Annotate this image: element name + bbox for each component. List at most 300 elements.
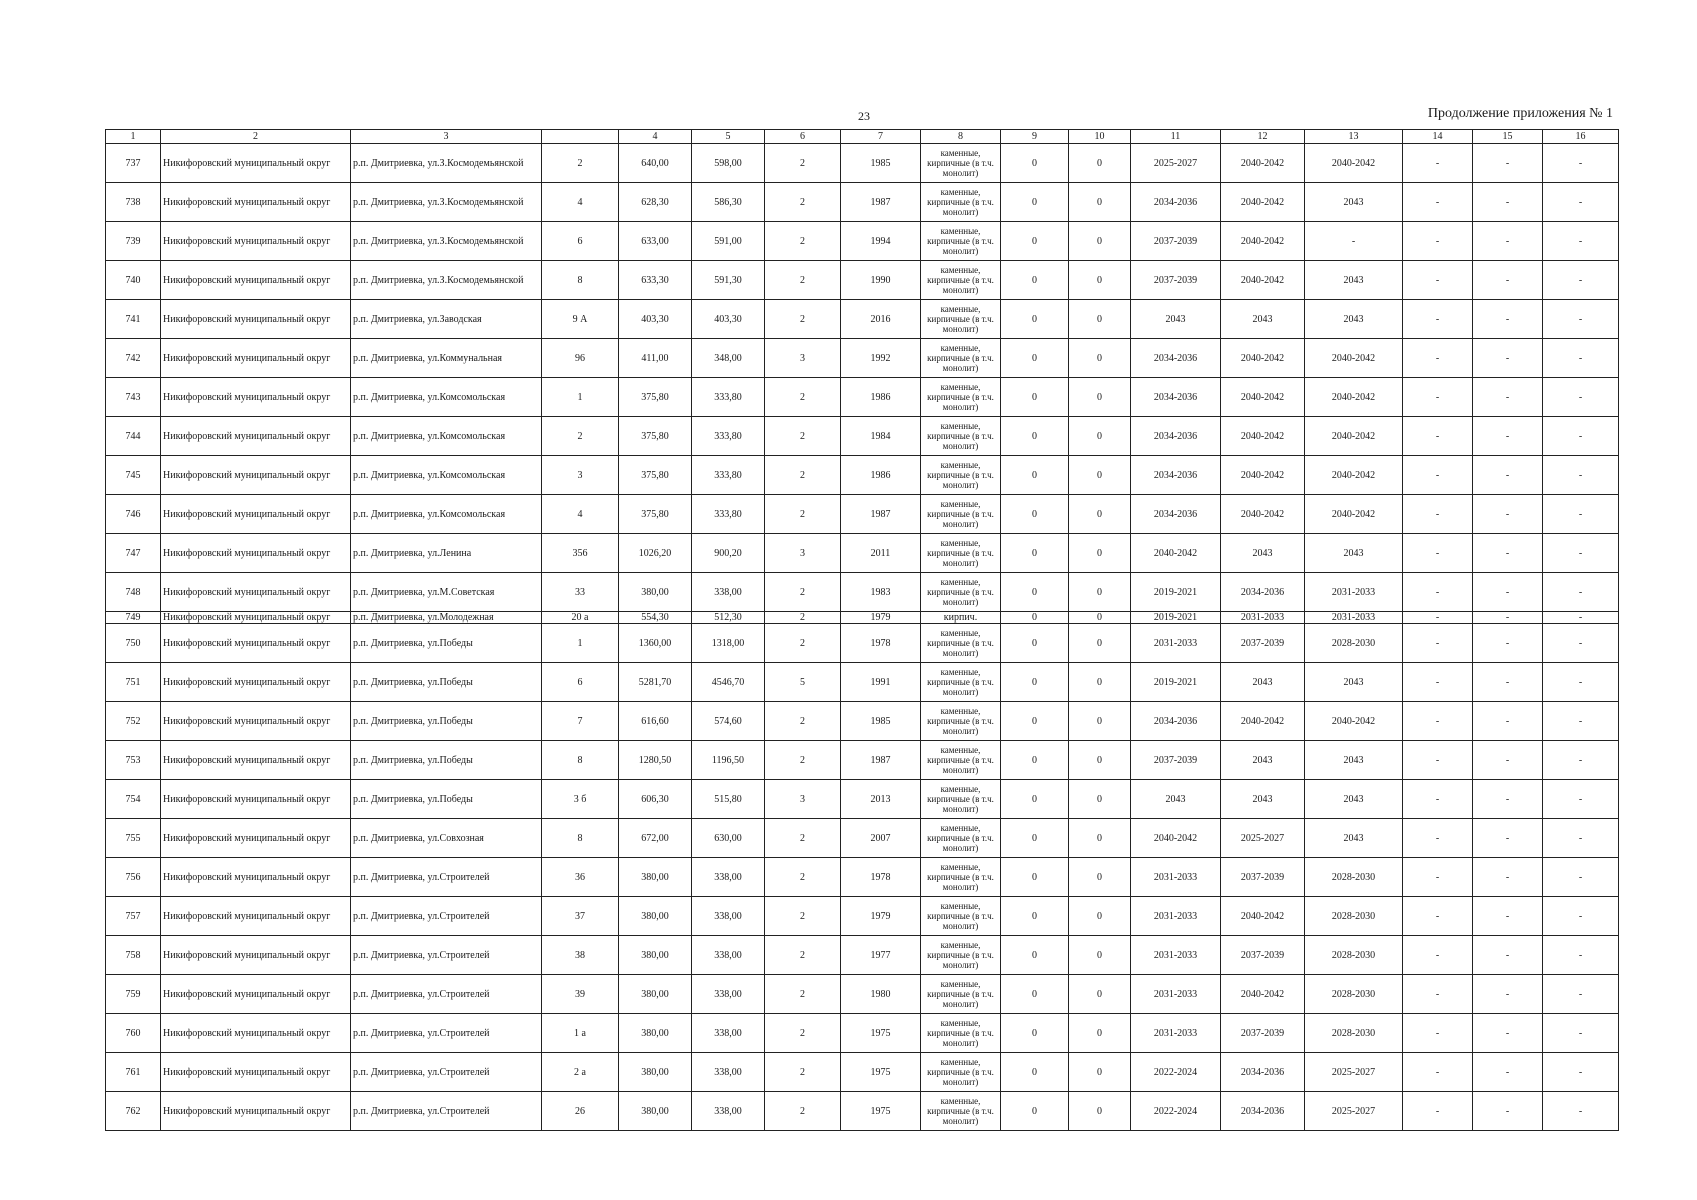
floors-cell: 2 bbox=[765, 456, 841, 495]
period-col11-cell: 2037-2039 bbox=[1131, 261, 1221, 300]
district-cell: Никифоровский муниципальный округ bbox=[161, 573, 351, 612]
col15-cell: - bbox=[1473, 741, 1543, 780]
total-area-cell: 640,00 bbox=[619, 144, 692, 183]
floors-cell: 2 bbox=[765, 495, 841, 534]
total-area-cell: 380,00 bbox=[619, 897, 692, 936]
col16-cell: - bbox=[1543, 1053, 1619, 1092]
col15-cell: - bbox=[1473, 780, 1543, 819]
period-col12-cell: 2037-2039 bbox=[1221, 858, 1305, 897]
col10-cell: 0 bbox=[1069, 897, 1131, 936]
col10-cell: 0 bbox=[1069, 612, 1131, 624]
house-number-cell: 1 bbox=[542, 624, 619, 663]
period-col13-cell: 2040-2042 bbox=[1305, 417, 1403, 456]
total-area-cell: 628,30 bbox=[619, 183, 692, 222]
address-cell: р.п. Дмитриевка, ул.Победы bbox=[351, 702, 542, 741]
col10-cell: 0 bbox=[1069, 495, 1131, 534]
col10-cell: 0 bbox=[1069, 780, 1131, 819]
year-built-cell: 1987 bbox=[841, 495, 921, 534]
column-header: 16 bbox=[1543, 130, 1619, 144]
living-area-cell: 338,00 bbox=[692, 858, 765, 897]
period-col12-cell: 2040-2042 bbox=[1221, 144, 1305, 183]
house-number-cell: 39 bbox=[542, 975, 619, 1014]
period-col11-cell: 2034-2036 bbox=[1131, 339, 1221, 378]
period-col13-cell: 2043 bbox=[1305, 300, 1403, 339]
period-col13-cell: 2040-2042 bbox=[1305, 456, 1403, 495]
col14-cell: - bbox=[1403, 144, 1473, 183]
floors-cell: 2 bbox=[765, 897, 841, 936]
floors-cell: 2 bbox=[765, 612, 841, 624]
wall-material-cell: каменные, кирпичные (в т.ч. монолит) bbox=[921, 819, 1001, 858]
col14-cell: - bbox=[1403, 534, 1473, 573]
year-built-cell: 1979 bbox=[841, 897, 921, 936]
period-col13-cell: 2025-2027 bbox=[1305, 1092, 1403, 1131]
floors-cell: 2 bbox=[765, 936, 841, 975]
wall-material-cell: каменные, кирпичные (в т.ч. монолит) bbox=[921, 495, 1001, 534]
house-number-cell: 36 bbox=[542, 858, 619, 897]
row-number-cell: 739 bbox=[106, 222, 161, 261]
address-cell: р.п. Дмитриевка, ул.Строителей bbox=[351, 897, 542, 936]
period-col11-cell: 2031-2033 bbox=[1131, 624, 1221, 663]
year-built-cell: 1986 bbox=[841, 456, 921, 495]
year-built-cell: 1985 bbox=[841, 702, 921, 741]
col10-cell: 0 bbox=[1069, 858, 1131, 897]
period-col12-cell: 2037-2039 bbox=[1221, 624, 1305, 663]
row-number-cell: 761 bbox=[106, 1053, 161, 1092]
row-number-cell: 743 bbox=[106, 378, 161, 417]
total-area-cell: 375,80 bbox=[619, 456, 692, 495]
period-col13-cell: 2043 bbox=[1305, 183, 1403, 222]
period-col12-cell: 2040-2042 bbox=[1221, 183, 1305, 222]
column-header: 11 bbox=[1131, 130, 1221, 144]
house-number-cell: 6 bbox=[542, 222, 619, 261]
table-row bbox=[106, 222, 1619, 261]
total-area-cell: 1360,00 bbox=[619, 624, 692, 663]
period-col12-cell: 2040-2042 bbox=[1221, 897, 1305, 936]
living-area-cell: 338,00 bbox=[692, 1053, 765, 1092]
period-col12-cell: 2037-2039 bbox=[1221, 936, 1305, 975]
house-number-cell: 2 bbox=[542, 417, 619, 456]
living-area-cell: 574,60 bbox=[692, 702, 765, 741]
floors-cell: 2 bbox=[765, 222, 841, 261]
period-col11-cell: 2034-2036 bbox=[1131, 456, 1221, 495]
floors-cell: 2 bbox=[765, 975, 841, 1014]
row-number-cell: 755 bbox=[106, 819, 161, 858]
year-built-cell: 1978 bbox=[841, 858, 921, 897]
row-number-cell: 744 bbox=[106, 417, 161, 456]
wall-material-cell: каменные, кирпичные (в т.ч. монолит) bbox=[921, 897, 1001, 936]
period-col11-cell: 2034-2036 bbox=[1131, 417, 1221, 456]
table-row bbox=[106, 858, 1619, 897]
col16-cell: - bbox=[1543, 300, 1619, 339]
living-area-cell: 1318,00 bbox=[692, 624, 765, 663]
period-col13-cell: 2043 bbox=[1305, 780, 1403, 819]
wall-material-cell: каменные, кирпичные (в т.ч. монолит) bbox=[921, 378, 1001, 417]
table-row bbox=[106, 261, 1619, 300]
col10-cell: 0 bbox=[1069, 378, 1131, 417]
col15-cell: - bbox=[1473, 897, 1543, 936]
col16-cell: - bbox=[1543, 702, 1619, 741]
year-built-cell: 1975 bbox=[841, 1092, 921, 1131]
col16-cell: - bbox=[1543, 222, 1619, 261]
total-area-cell: 1026,20 bbox=[619, 534, 692, 573]
living-area-cell: 338,00 bbox=[692, 975, 765, 1014]
living-area-cell: 333,80 bbox=[692, 378, 765, 417]
col15-cell: - bbox=[1473, 573, 1543, 612]
district-cell: Никифоровский муниципальный округ bbox=[161, 1014, 351, 1053]
district-cell: Никифоровский муниципальный округ bbox=[161, 858, 351, 897]
floors-cell: 2 bbox=[765, 819, 841, 858]
col16-cell: - bbox=[1543, 858, 1619, 897]
period-col11-cell: 2022-2024 bbox=[1131, 1053, 1221, 1092]
floors-cell: 2 bbox=[765, 261, 841, 300]
year-built-cell: 1975 bbox=[841, 1053, 921, 1092]
address-cell: р.п. Дмитриевка, ул.З.Космодемьянской bbox=[351, 261, 542, 300]
col14-cell: - bbox=[1403, 702, 1473, 741]
wall-material-cell: каменные, кирпичные (в т.ч. монолит) bbox=[921, 780, 1001, 819]
col9-cell: 0 bbox=[1001, 495, 1069, 534]
wall-material-cell: каменные, кирпичные (в т.ч. монолит) bbox=[921, 936, 1001, 975]
col9-cell: 0 bbox=[1001, 417, 1069, 456]
address-cell: р.п. Дмитриевка, ул.Комсомольская bbox=[351, 417, 542, 456]
period-col12-cell: 2034-2036 bbox=[1221, 573, 1305, 612]
col14-cell: - bbox=[1403, 495, 1473, 534]
col15-cell: - bbox=[1473, 663, 1543, 702]
col9-cell: 0 bbox=[1001, 573, 1069, 612]
col9-cell: 0 bbox=[1001, 222, 1069, 261]
col10-cell: 0 bbox=[1069, 702, 1131, 741]
col14-cell: - bbox=[1403, 612, 1473, 624]
period-col12-cell: 2025-2027 bbox=[1221, 819, 1305, 858]
col9-cell: 0 bbox=[1001, 936, 1069, 975]
col14-cell: - bbox=[1403, 222, 1473, 261]
period-col11-cell: 2031-2033 bbox=[1131, 858, 1221, 897]
year-built-cell: 2013 bbox=[841, 780, 921, 819]
house-number-cell: 3 б bbox=[542, 780, 619, 819]
table-row bbox=[106, 741, 1619, 780]
period-col12-cell: 2034-2036 bbox=[1221, 1053, 1305, 1092]
house-number-cell: 356 bbox=[542, 534, 619, 573]
floors-cell: 2 bbox=[765, 417, 841, 456]
period-col11-cell: 2034-2036 bbox=[1131, 378, 1221, 417]
table-row bbox=[106, 495, 1619, 534]
period-col13-cell: - bbox=[1305, 222, 1403, 261]
col9-cell: 0 bbox=[1001, 1053, 1069, 1092]
living-area-cell: 338,00 bbox=[692, 936, 765, 975]
floors-cell: 2 bbox=[765, 573, 841, 612]
house-number-cell: 1 а bbox=[542, 1014, 619, 1053]
col16-cell: - bbox=[1543, 1014, 1619, 1053]
col16-cell: - bbox=[1543, 183, 1619, 222]
period-col11-cell: 2040-2042 bbox=[1131, 534, 1221, 573]
col14-cell: - bbox=[1403, 1053, 1473, 1092]
column-header: 1 bbox=[106, 130, 161, 144]
floors-cell: 3 bbox=[765, 780, 841, 819]
period-col11-cell: 2037-2039 bbox=[1131, 222, 1221, 261]
col15-cell: - bbox=[1473, 975, 1543, 1014]
period-col13-cell: 2043 bbox=[1305, 819, 1403, 858]
period-col12-cell: 2040-2042 bbox=[1221, 975, 1305, 1014]
year-built-cell: 2011 bbox=[841, 534, 921, 573]
floors-cell: 2 bbox=[765, 1014, 841, 1053]
living-area-cell: 333,80 bbox=[692, 456, 765, 495]
period-col13-cell: 2043 bbox=[1305, 261, 1403, 300]
col14-cell: - bbox=[1403, 378, 1473, 417]
wall-material-cell: каменные, кирпичные (в т.ч. монолит) bbox=[921, 183, 1001, 222]
col15-cell: - bbox=[1473, 624, 1543, 663]
address-cell: р.п. Дмитриевка, ул.З.Космодемьянской bbox=[351, 222, 542, 261]
table-row bbox=[106, 456, 1619, 495]
row-number-cell: 741 bbox=[106, 300, 161, 339]
table-row bbox=[106, 819, 1619, 858]
district-cell: Никифоровский муниципальный округ bbox=[161, 495, 351, 534]
period-col11-cell: 2034-2036 bbox=[1131, 702, 1221, 741]
row-number-cell: 757 bbox=[106, 897, 161, 936]
period-col12-cell: 2040-2042 bbox=[1221, 495, 1305, 534]
total-area-cell: 375,80 bbox=[619, 495, 692, 534]
row-number-cell: 749 bbox=[106, 612, 161, 624]
address-cell: р.п. Дмитриевка, ул.Строителей bbox=[351, 975, 542, 1014]
house-number-cell: 7 bbox=[542, 702, 619, 741]
wall-material-cell: каменные, кирпичные (в т.ч. монолит) bbox=[921, 261, 1001, 300]
address-cell: р.п. Дмитриевка, ул.Победы bbox=[351, 741, 542, 780]
col16-cell: - bbox=[1543, 936, 1619, 975]
address-cell: р.п. Дмитриевка, ул.З.Космодемьянской bbox=[351, 183, 542, 222]
address-cell: р.п. Дмитриевка, ул.Строителей bbox=[351, 1053, 542, 1092]
col16-cell: - bbox=[1543, 1092, 1619, 1131]
living-area-cell: 338,00 bbox=[692, 573, 765, 612]
year-built-cell: 2016 bbox=[841, 300, 921, 339]
period-col13-cell: 2040-2042 bbox=[1305, 339, 1403, 378]
period-col13-cell: 2028-2030 bbox=[1305, 936, 1403, 975]
period-col13-cell: 2043 bbox=[1305, 741, 1403, 780]
period-col12-cell: 2031-2033 bbox=[1221, 612, 1305, 624]
col10-cell: 0 bbox=[1069, 741, 1131, 780]
district-cell: Никифоровский муниципальный округ bbox=[161, 612, 351, 624]
col16-cell: - bbox=[1543, 780, 1619, 819]
col14-cell: - bbox=[1403, 780, 1473, 819]
col10-cell: 0 bbox=[1069, 1092, 1131, 1131]
period-col13-cell: 2025-2027 bbox=[1305, 1053, 1403, 1092]
period-col11-cell: 2019-2021 bbox=[1131, 573, 1221, 612]
living-area-cell: 1196,50 bbox=[692, 741, 765, 780]
wall-material-cell: каменные, кирпичные (в т.ч. монолит) bbox=[921, 663, 1001, 702]
house-number-cell: 6 bbox=[542, 663, 619, 702]
year-built-cell: 1978 bbox=[841, 624, 921, 663]
col16-cell: - bbox=[1543, 495, 1619, 534]
wall-material-cell: каменные, кирпичные (в т.ч. монолит) bbox=[921, 300, 1001, 339]
table-row bbox=[106, 780, 1619, 819]
col9-cell: 0 bbox=[1001, 144, 1069, 183]
total-area-cell: 380,00 bbox=[619, 1014, 692, 1053]
period-col11-cell: 2034-2036 bbox=[1131, 183, 1221, 222]
year-built-cell: 2007 bbox=[841, 819, 921, 858]
house-number-cell: 96 bbox=[542, 339, 619, 378]
period-col12-cell: 2043 bbox=[1221, 780, 1305, 819]
housing-table bbox=[105, 129, 1619, 1131]
total-area-cell: 633,30 bbox=[619, 261, 692, 300]
address-cell: р.п. Дмитриевка, ул.Молодежная bbox=[351, 612, 542, 624]
wall-material-cell: каменные, кирпичные (в т.ч. монолит) bbox=[921, 1014, 1001, 1053]
period-col13-cell: 2028-2030 bbox=[1305, 858, 1403, 897]
total-area-cell: 672,00 bbox=[619, 819, 692, 858]
col15-cell: - bbox=[1473, 183, 1543, 222]
col14-cell: - bbox=[1403, 1092, 1473, 1131]
total-area-cell: 380,00 bbox=[619, 1053, 692, 1092]
row-number-cell: 762 bbox=[106, 1092, 161, 1131]
period-col11-cell: 2034-2036 bbox=[1131, 495, 1221, 534]
total-area-cell: 380,00 bbox=[619, 975, 692, 1014]
col14-cell: - bbox=[1403, 936, 1473, 975]
floors-cell: 2 bbox=[765, 378, 841, 417]
period-col11-cell: 2043 bbox=[1131, 780, 1221, 819]
col9-cell: 0 bbox=[1001, 858, 1069, 897]
col15-cell: - bbox=[1473, 378, 1543, 417]
table-row bbox=[106, 975, 1619, 1014]
row-number-cell: 754 bbox=[106, 780, 161, 819]
period-col12-cell: 2040-2042 bbox=[1221, 702, 1305, 741]
column-header: 4 bbox=[619, 130, 692, 144]
total-area-cell: 380,00 bbox=[619, 1092, 692, 1131]
table-row bbox=[106, 534, 1619, 573]
year-built-cell: 1992 bbox=[841, 339, 921, 378]
living-area-cell: 338,00 bbox=[692, 897, 765, 936]
house-number-cell: 2 а bbox=[542, 1053, 619, 1092]
period-col12-cell: 2034-2036 bbox=[1221, 1092, 1305, 1131]
col14-cell: - bbox=[1403, 183, 1473, 222]
floors-cell: 3 bbox=[765, 534, 841, 573]
living-area-cell: 630,00 bbox=[692, 819, 765, 858]
floors-cell: 2 bbox=[765, 144, 841, 183]
address-cell: р.п. Дмитриевка, ул.З.Космодемьянской bbox=[351, 144, 542, 183]
col14-cell: - bbox=[1403, 858, 1473, 897]
period-col11-cell: 2025-2027 bbox=[1131, 144, 1221, 183]
year-built-cell: 1985 bbox=[841, 144, 921, 183]
living-area-cell: 586,30 bbox=[692, 183, 765, 222]
house-number-cell: 20 а bbox=[542, 612, 619, 624]
col10-cell: 0 bbox=[1069, 183, 1131, 222]
column-header: 13 bbox=[1305, 130, 1403, 144]
district-cell: Никифоровский муниципальный округ bbox=[161, 936, 351, 975]
col15-cell: - bbox=[1473, 261, 1543, 300]
wall-material-cell: каменные, кирпичные (в т.ч. монолит) bbox=[921, 624, 1001, 663]
col14-cell: - bbox=[1403, 624, 1473, 663]
total-area-cell: 5281,70 bbox=[619, 663, 692, 702]
house-number-cell: 26 bbox=[542, 1092, 619, 1131]
col15-cell: - bbox=[1473, 612, 1543, 624]
col15-cell: - bbox=[1473, 858, 1543, 897]
floors-cell: 2 bbox=[765, 702, 841, 741]
period-col12-cell: 2043 bbox=[1221, 663, 1305, 702]
year-built-cell: 1975 bbox=[841, 1014, 921, 1053]
total-area-cell: 375,80 bbox=[619, 417, 692, 456]
col16-cell: - bbox=[1543, 624, 1619, 663]
col16-cell: - bbox=[1543, 612, 1619, 624]
district-cell: Никифоровский муниципальный округ bbox=[161, 702, 351, 741]
wall-material-cell: каменные, кирпичные (в т.ч. монолит) bbox=[921, 339, 1001, 378]
row-number-cell: 758 bbox=[106, 936, 161, 975]
col9-cell: 0 bbox=[1001, 1014, 1069, 1053]
house-number-cell: 8 bbox=[542, 261, 619, 300]
col10-cell: 0 bbox=[1069, 417, 1131, 456]
floors-cell: 2 bbox=[765, 1053, 841, 1092]
column-header: 2 bbox=[161, 130, 351, 144]
col16-cell: - bbox=[1543, 378, 1619, 417]
wall-material-cell: каменные, кирпичные (в т.ч. монолит) bbox=[921, 456, 1001, 495]
living-area-cell: 598,00 bbox=[692, 144, 765, 183]
period-col13-cell: 2043 bbox=[1305, 663, 1403, 702]
column-header: 14 bbox=[1403, 130, 1473, 144]
col9-cell: 0 bbox=[1001, 819, 1069, 858]
col15-cell: - bbox=[1473, 339, 1543, 378]
house-number-cell: 3 bbox=[542, 456, 619, 495]
district-cell: Никифоровский муниципальный округ bbox=[161, 819, 351, 858]
col10-cell: 0 bbox=[1069, 975, 1131, 1014]
period-col13-cell: 2043 bbox=[1305, 534, 1403, 573]
year-built-cell: 1991 bbox=[841, 663, 921, 702]
period-col12-cell: 2040-2042 bbox=[1221, 378, 1305, 417]
col9-cell: 0 bbox=[1001, 456, 1069, 495]
year-built-cell: 1980 bbox=[841, 975, 921, 1014]
period-col12-cell: 2040-2042 bbox=[1221, 339, 1305, 378]
table-row bbox=[106, 612, 1619, 624]
floors-cell: 2 bbox=[765, 624, 841, 663]
district-cell: Никифоровский муниципальный округ bbox=[161, 534, 351, 573]
period-col11-cell: 2031-2033 bbox=[1131, 897, 1221, 936]
col10-cell: 0 bbox=[1069, 261, 1131, 300]
col14-cell: - bbox=[1403, 1014, 1473, 1053]
col9-cell: 0 bbox=[1001, 1092, 1069, 1131]
district-cell: Никифоровский муниципальный округ bbox=[161, 897, 351, 936]
table-row bbox=[106, 702, 1619, 741]
col16-cell: - bbox=[1543, 663, 1619, 702]
col9-cell: 0 bbox=[1001, 897, 1069, 936]
wall-material-cell: каменные, кирпичные (в т.ч. монолит) bbox=[921, 1053, 1001, 1092]
period-col13-cell: 2031-2033 bbox=[1305, 612, 1403, 624]
address-cell: р.п. Дмитриевка, ул.Заводская bbox=[351, 300, 542, 339]
column-header: 6 bbox=[765, 130, 841, 144]
living-area-cell: 348,00 bbox=[692, 339, 765, 378]
house-number-cell: 2 bbox=[542, 144, 619, 183]
district-cell: Никифоровский муниципальный округ bbox=[161, 222, 351, 261]
address-cell: р.п. Дмитриевка, ул.Комсомольская bbox=[351, 495, 542, 534]
district-cell: Никифоровский муниципальный округ bbox=[161, 1092, 351, 1131]
col14-cell: - bbox=[1403, 741, 1473, 780]
column-header bbox=[542, 130, 619, 144]
col15-cell: - bbox=[1473, 144, 1543, 183]
period-col13-cell: 2028-2030 bbox=[1305, 1014, 1403, 1053]
wall-material-cell: каменные, кирпичные (в т.ч. монолит) bbox=[921, 417, 1001, 456]
row-number-cell: 759 bbox=[106, 975, 161, 1014]
address-cell: р.п. Дмитриевка, ул.Строителей bbox=[351, 858, 542, 897]
col15-cell: - bbox=[1473, 819, 1543, 858]
house-number-cell: 8 bbox=[542, 741, 619, 780]
table-row bbox=[106, 573, 1619, 612]
district-cell: Никифоровский муниципальный округ bbox=[161, 183, 351, 222]
total-area-cell: 380,00 bbox=[619, 936, 692, 975]
wall-material-cell: каменные, кирпичные (в т.ч. монолит) bbox=[921, 858, 1001, 897]
row-number-cell: 737 bbox=[106, 144, 161, 183]
living-area-cell: 403,30 bbox=[692, 300, 765, 339]
address-cell: р.п. Дмитриевка, ул.Строителей bbox=[351, 936, 542, 975]
col16-cell: - bbox=[1543, 534, 1619, 573]
address-cell: р.п. Дмитриевка, ул.Победы bbox=[351, 663, 542, 702]
floors-cell: 2 bbox=[765, 300, 841, 339]
col15-cell: - bbox=[1473, 1053, 1543, 1092]
period-col13-cell: 2028-2030 bbox=[1305, 975, 1403, 1014]
house-number-cell: 33 bbox=[542, 573, 619, 612]
living-area-cell: 591,30 bbox=[692, 261, 765, 300]
address-cell: р.п. Дмитриевка, ул.Коммунальная bbox=[351, 339, 542, 378]
